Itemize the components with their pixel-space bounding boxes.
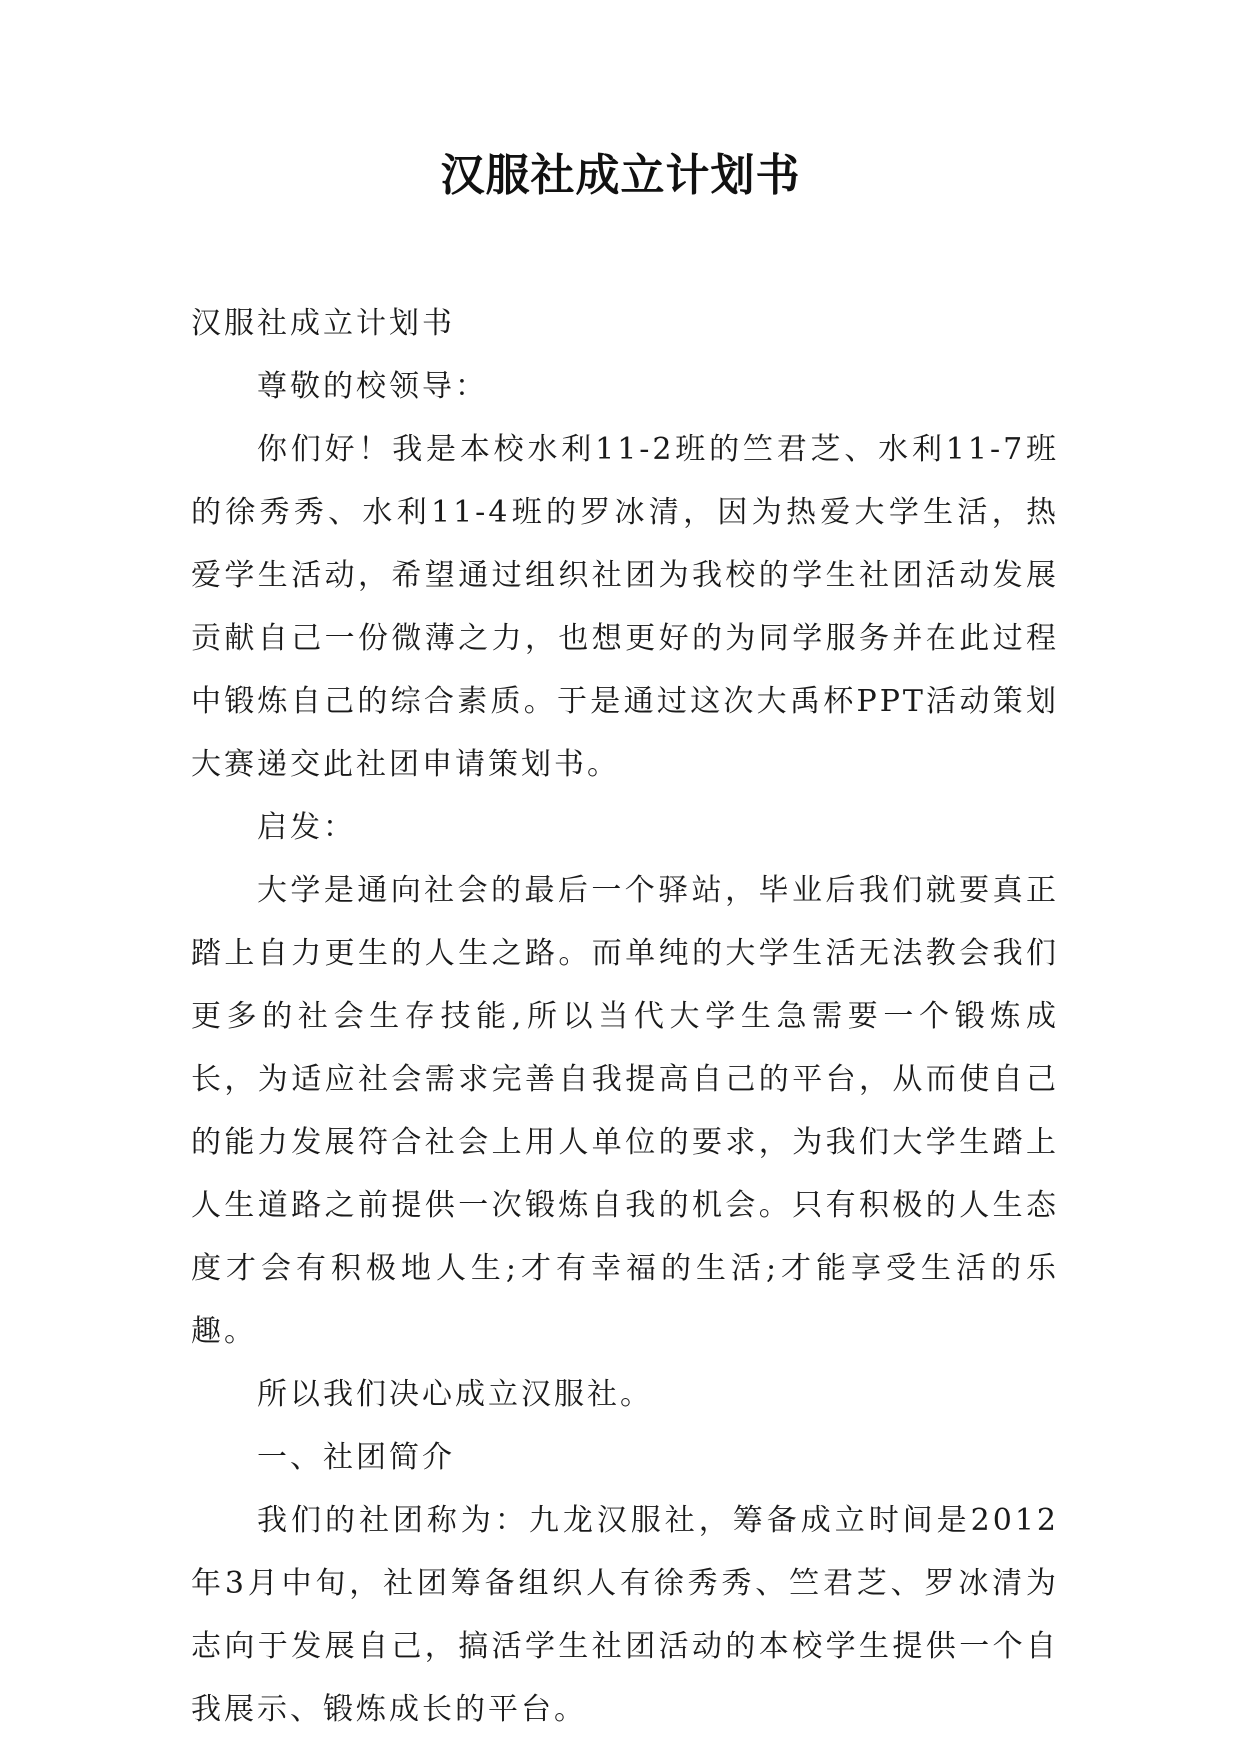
paragraph-inspiration-label: 启发： xyxy=(257,810,356,845)
paragraph-inspiration: 大学是通向社会的最后一个驿站，毕业后我们就要真正踏上自力更生的人生之路。而单纯的大学生活无法教会我们更多的社会生存技能,所以当代大学生急需要一个锻炼成长，为适应社会需求完善自我提高自己的平台，从而使自己的能力发展符合社会上用人单位的要求，为我们大学生踏上人生道路之前提供一次锻炼自我的机会。只有积极的人生态度才会有积极地人生;才有幸福的生活;才能享受生活的乐趣。 xyxy=(191,873,1059,1349)
paragraph-introduction: 你们好！我是本校水利11-2班的竺君芝、水利11-7班的徐秀秀、水利11-4班的罗冰清，因为热爱大学生活，热爱学生活动，希望通过组织社团为我校的学生社团活动发展贡献自己一份微薄之力，也想更好的为同学服务并在此过程中锻炼自己的综合素质。于是通过这次大禹杯PPT活动策划大赛递交此社团申请策划书。 xyxy=(191,432,1059,782)
paragraph-salutation: 尊敬的校领导： xyxy=(257,369,488,404)
paragraph-decision: 所以我们决心成立汉服社。 xyxy=(257,1377,653,1412)
paragraph-club-intro: 我们的社团称为：九龙汉服社，筹备成立时间是2012年3月中旬，社团筹备组织人有徐秀秀、竺君芝、罗冰清为志向于发展自己，搞活学生社团活动的本校学生提供一个自我展示、锻炼成长的平台。 xyxy=(191,1503,1059,1727)
document-body xyxy=(191,292,1059,1741)
section-heading-club-intro: 一、社团简介 xyxy=(257,1440,455,1475)
paragraph-heading: 汉服社成立计划书 xyxy=(191,306,455,341)
document-title: 汉服社成立计划书 xyxy=(440,150,801,201)
